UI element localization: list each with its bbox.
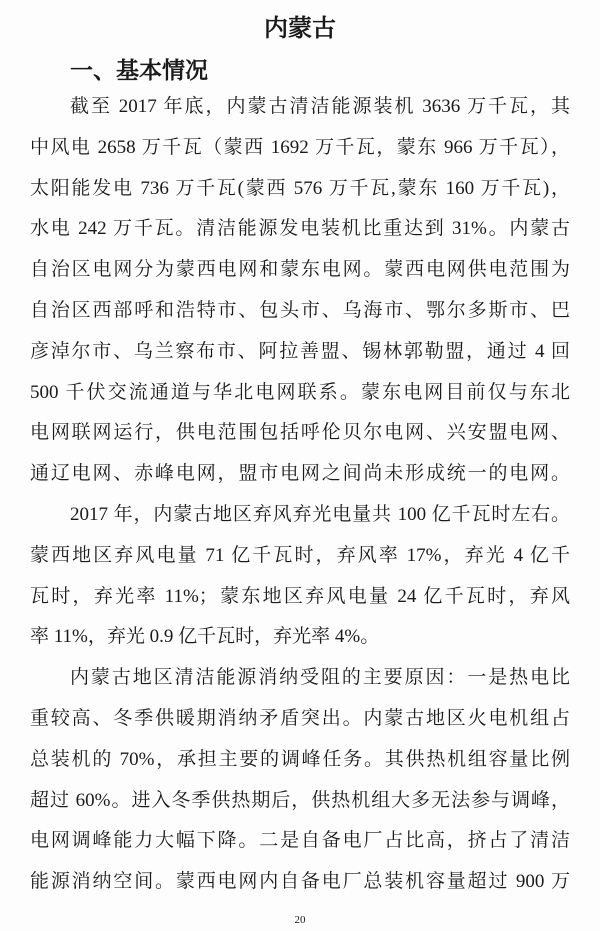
paragraph-line: 重较高、冬季供暖期消纳矛盾突出。内蒙古地区火电机组占: [30, 708, 570, 729]
paragraph-line: 水电 242 万千瓦。清洁能源发电装机比重达到 31%。内蒙古: [30, 218, 570, 240]
paragraph-line: 500 千伏交流通道与华北电网联系。蒙东电网目前仅与东北: [30, 381, 570, 403]
paragraph-line: 超过 60%。进入冬季供热期后，供热机组大多无法参与调峰，: [30, 789, 570, 811]
page-title: 内蒙古: [264, 16, 336, 42]
paragraph-line: 电网调峰能力大幅下降。二是自备电厂占比高，挤占了清洁: [30, 830, 570, 852]
paragraph-line: 瓦时，弃光率 11%；蒙东地区弃风电量 24 亿千瓦时，弃风: [30, 585, 570, 607]
paragraph-line: 自治区西部呼和浩特市、包头市、乌海市、鄂尔多斯市、巴: [30, 300, 570, 321]
paragraph-line: 彦淖尔市、乌兰察布市、阿拉善盟、锡林郭勒盟，通过 4 回: [30, 340, 570, 362]
paragraph-line: 通辽电网、赤峰电网，盟市电网之间尚未形成统一的电网。: [30, 463, 570, 485]
paragraph-line: 截至 2017 年底，内蒙古清洁能源装机 3636 万千瓦，其: [70, 96, 570, 117]
paragraph-line: 电网联网运行，供电范围包括呼伦贝尔电网、兴安盟电网、: [30, 422, 570, 444]
paragraph-line: 2017 年，内蒙古地区弃风弃光电量共 100 亿千瓦时左右。: [70, 504, 570, 525]
paragraph-line: 率 11%，弃光 0.9 亿千瓦时，弃光率 4%。: [30, 626, 380, 648]
paragraph-line: 内蒙古地区清洁能源消纳受阻的主要原因：一是热电比: [70, 667, 570, 689]
paragraph-line: 太阳能发电 736 万千瓦(蒙西 576 万千瓦,蒙东 160 万千瓦)，: [30, 177, 570, 199]
section-heading: 一、基本情况: [70, 58, 208, 83]
paragraph-line: 能源消纳空间。蒙西电网内自备电厂总装机容量超过 900 万: [30, 871, 570, 893]
paragraph-line: 蒙西地区弃风电量 71 亿千瓦时，弃风率 17%，弃光 4 亿千: [30, 544, 570, 566]
page-number: 20: [294, 914, 306, 926]
paragraph-line: 中风电 2658 万千瓦（蒙西 1692 万千瓦，蒙东 966 万千瓦），: [30, 136, 570, 158]
paragraph-line: 自治区电网分为蒙西电网和蒙东电网。蒙西电网供电范围为: [30, 259, 570, 281]
paragraph-line: 总装机的 70%，承担主要的调峰任务。其供热机组容量比例: [30, 748, 570, 770]
